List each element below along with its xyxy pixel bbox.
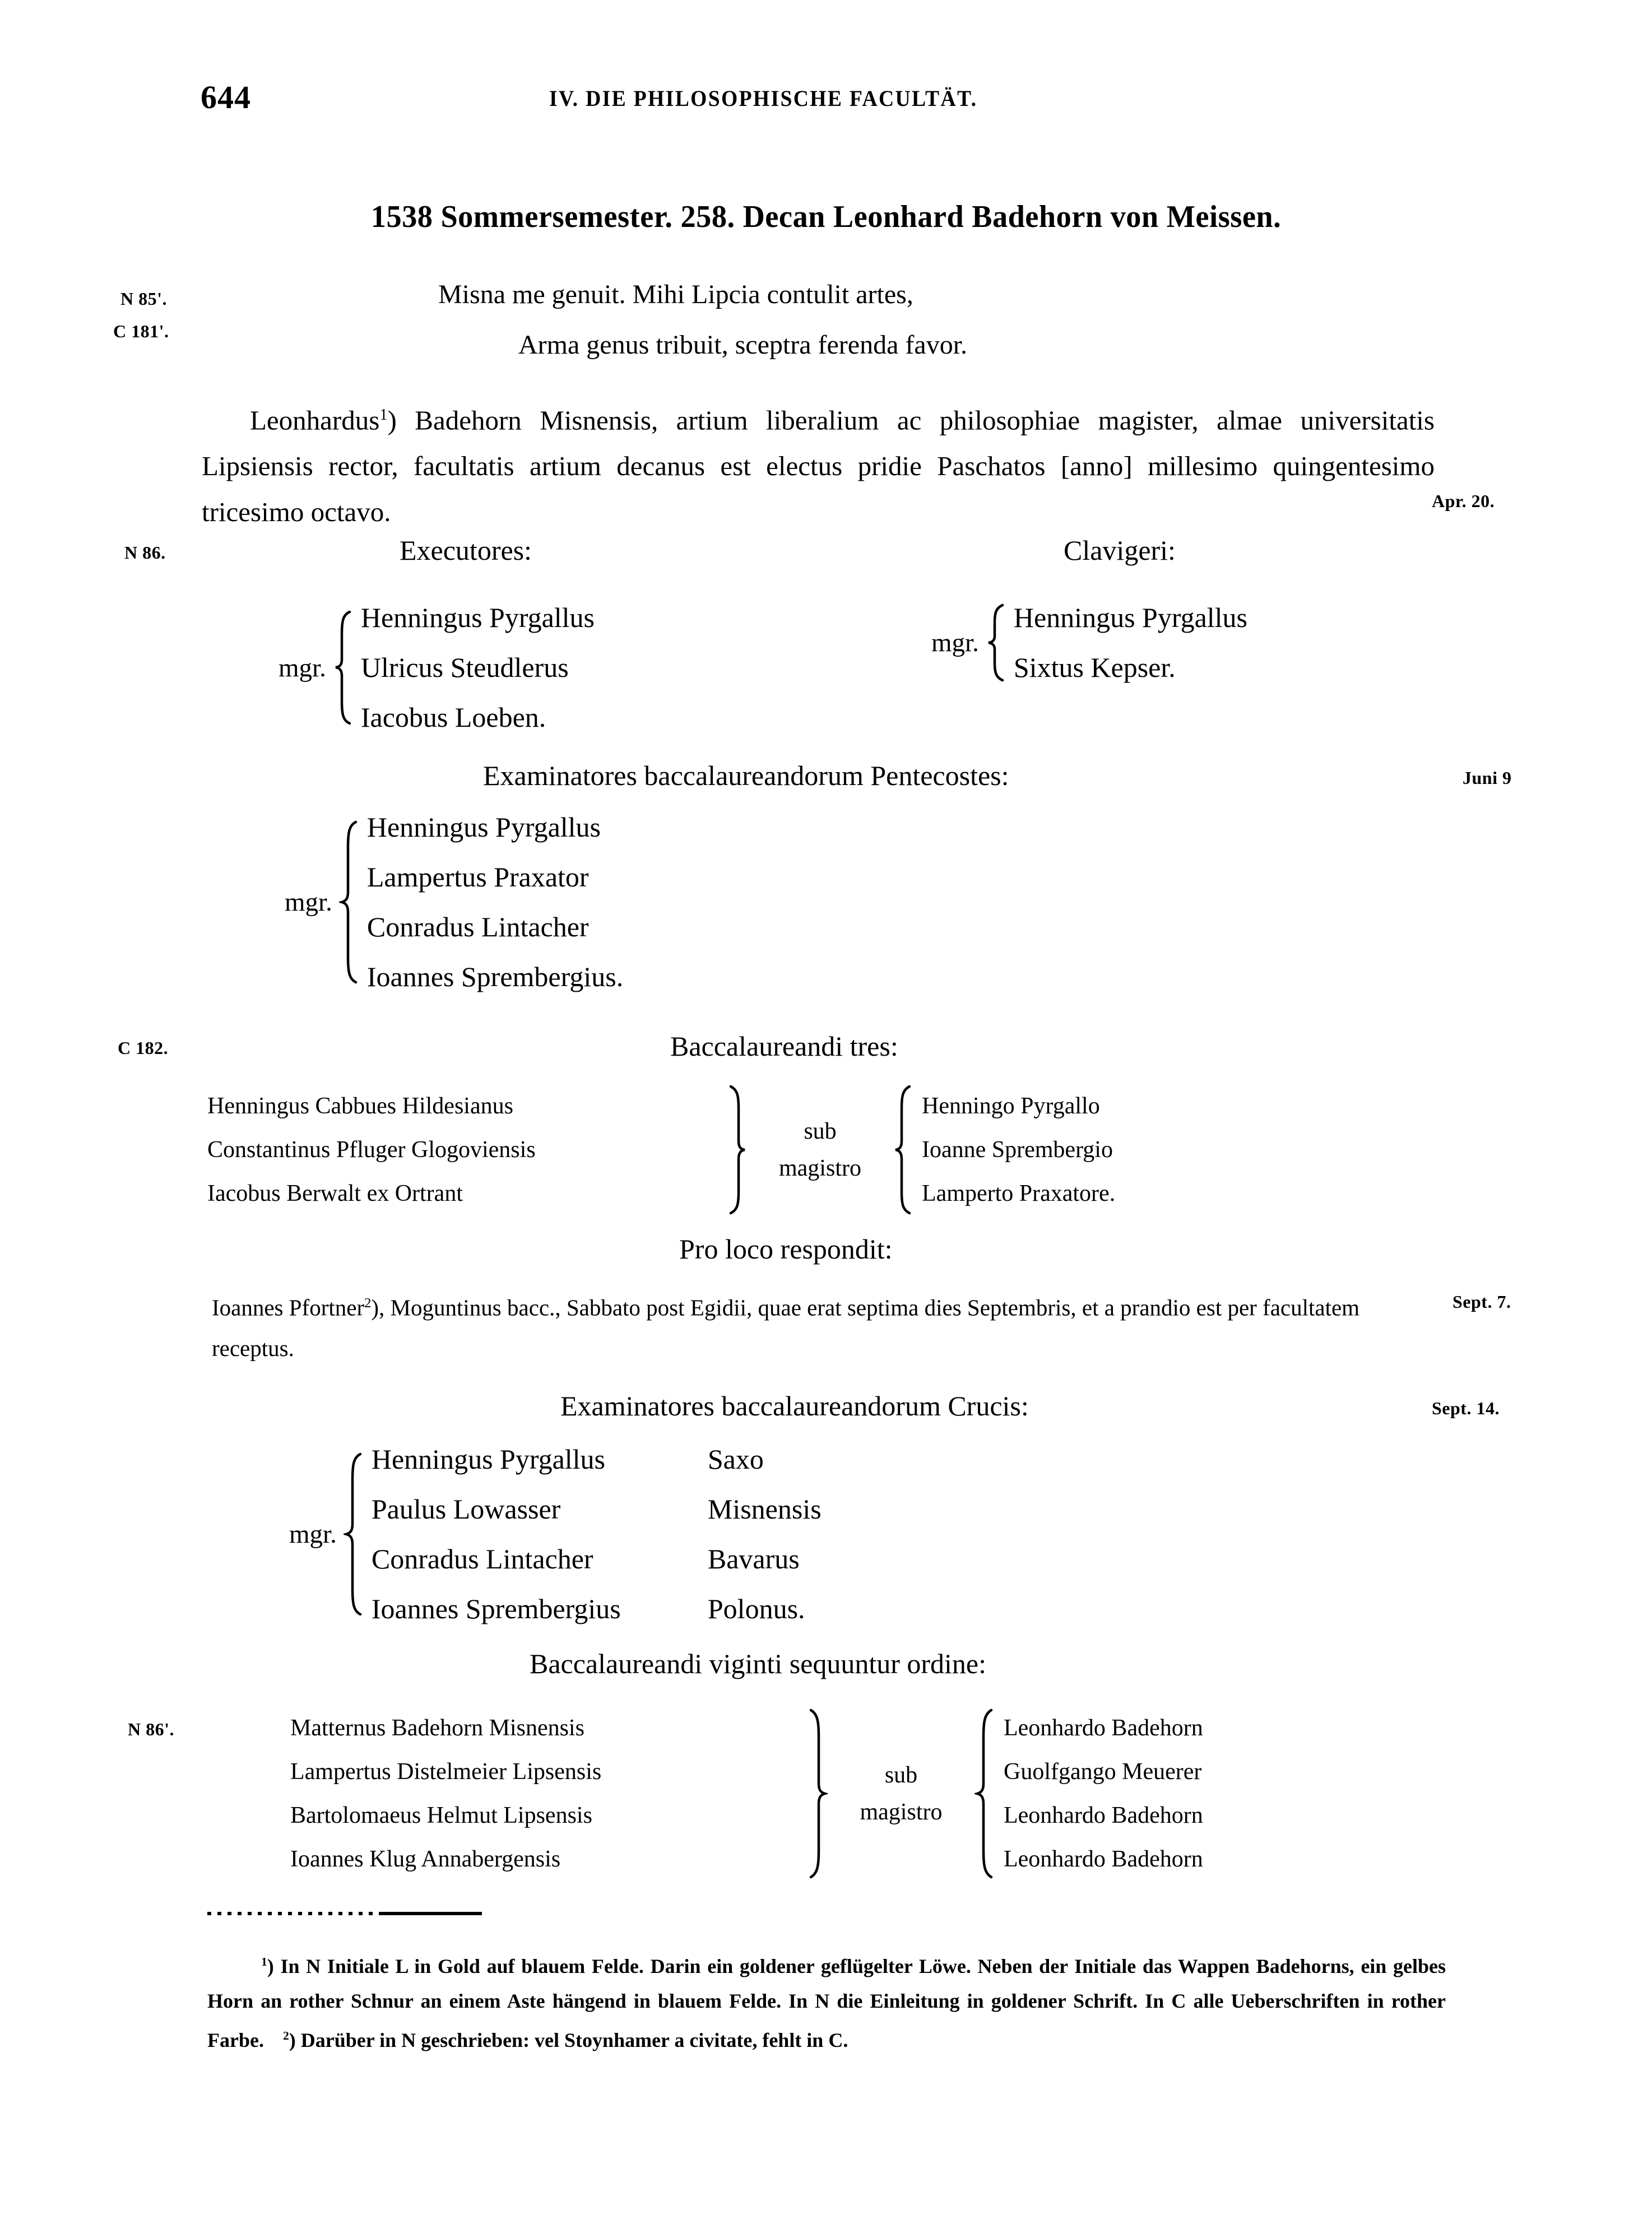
curly-brace-icon — [893, 1085, 912, 1215]
group-baccalaureandi-viginti — [213, 1706, 1203, 1881]
table-row — [372, 1484, 909, 1534]
footnotes-block — [207, 1944, 1446, 2058]
curly-brace-icon — [344, 1452, 363, 1616]
group-examinatores-pentecostes — [285, 802, 623, 1002]
verse-line-2: Arma genus tribuit, sceptra ferenda favor. — [518, 330, 968, 360]
pro-loco-text: ), Moguntinus bacc., Sabbato post Egidii, quae erat septima dies Septembris, et a prandio est per facultatem receptus. — [212, 1294, 1360, 1361]
page-number: 644 — [201, 79, 251, 115]
marginal-note-c182: C 182. — [118, 1038, 169, 1058]
marginal-note-n86b: N 86'. — [128, 1719, 174, 1739]
footnote-text-2: ) Darüber in N geschrieben: vel Stoynhamer a civitate, fehlt in C. — [289, 2029, 848, 2051]
marginal-note-n85: N 85'. — [120, 289, 167, 309]
footnote-marker-2: 2 — [282, 2029, 289, 2042]
list-item: Lampertus Distelmeier Lipsensis — [290, 1759, 602, 1785]
curly-brace-icon — [986, 603, 1005, 682]
right-curly-brace-icon — [728, 1085, 748, 1215]
crucis-name: Paulus Lowasser — [371, 1493, 561, 1525]
running-head-title: IV. DIE PHILOSOPHISCHE FACULTÄT. — [549, 86, 978, 111]
caption-baccalaureandi-tres: Baccalaureandi tres: — [670, 1030, 898, 1062]
crucis-origin: Bavarus — [707, 1543, 800, 1575]
group-examinatores-crucis — [289, 1434, 909, 1634]
table-row — [372, 1584, 909, 1634]
list-item: Guolfgango Meuerer — [1004, 1759, 1202, 1785]
caption-examinatores-crucis: Examinatores baccalaureandorum Crucis: — [560, 1390, 1029, 1422]
marginal-date-juni9: Juni 9 — [1463, 768, 1512, 788]
caption-clavigeri: Clavigeri: — [1064, 535, 1176, 566]
list-item: Leonhardo Badehorn — [1004, 1846, 1203, 1872]
running-head — [0, 78, 1652, 118]
executores-name-list — [352, 593, 595, 742]
list-item: Ioanne Sprembergio — [922, 1137, 1113, 1163]
table-row — [372, 1534, 909, 1584]
section-title: 1538 Sommersemester. 258. Decan Leonhard Badehorn von Meissen. — [370, 199, 1282, 234]
list-item: Iacobus Berwalt ex Ortrant — [207, 1181, 463, 1206]
right-curly-brace-icon — [809, 1708, 828, 1879]
intro-part-1: Leonhardus — [250, 405, 380, 436]
list-item: Henningus Pyrgallus — [1013, 602, 1248, 633]
list-item: Leonhardo Badehorn — [1004, 1715, 1203, 1741]
list-item: Sixtus Kepser. — [1013, 652, 1176, 683]
pro-loco-paragraph — [212, 1283, 1394, 1368]
magistro-word: magistro — [779, 1155, 861, 1181]
marginal-note-n86: N 86. — [124, 542, 166, 563]
viginti-candidate-list — [213, 1706, 809, 1881]
caption-examinatores-pentecostes: Examinatores baccalaureandorum Pentecostes: — [483, 760, 1009, 791]
list-item: Henningus Pyrgallus — [366, 811, 601, 843]
caption-pro-loco: Pro loco respondit: — [679, 1233, 893, 1265]
group-clavigeri — [931, 593, 1247, 693]
table-row — [372, 1434, 909, 1484]
verse-line-1: Misna me genuit. Mihi Lipcia contulit artes, — [438, 280, 913, 309]
footnote-text-1: ) In N Initiale L in Gold auf blauem Felde. Darin ein goldener geflügelter Löwe. Neben der Initiale das Wappen Badehorns, ein gelbes Horn an rother Schnur an einem Aste hängend in blauem Felde. In N die Einleitung in goldener Schrift. In C alle Ueberschriften in rother Farbe. — [207, 1955, 1446, 2051]
list-item: Henningus Pyrgallus — [360, 602, 595, 633]
crucis-origin: Saxo — [707, 1443, 764, 1475]
list-item: Henningus Cabbues Hildesianus — [207, 1093, 513, 1119]
crucis-name-list — [363, 1434, 909, 1634]
crucis-name: Ioannes Sprembergius — [371, 1593, 621, 1624]
pentecostes-mgr-label: mgr. — [285, 888, 332, 917]
intro-part-2: ) Badehorn Misnensis, artium liberalium ac philosophiae magister, almae universitatis Lipsiensis rector, facultatis artium decanus est electus pridie Paschatos [anno] millesimo quingentesimo tricesimo octavo. — [202, 405, 1435, 528]
tres-candidate-list — [207, 1084, 728, 1215]
intro-paragraph — [202, 392, 1435, 535]
footnote-marker-1: 1 — [261, 1955, 267, 1968]
tres-master-list — [912, 1084, 1115, 1215]
crucis-name: Henningus Pyrgallus — [371, 1443, 606, 1475]
list-item: Ulricus Steudlerus — [360, 652, 569, 683]
list-item: Iacobus Loeben. — [360, 702, 546, 733]
group-executores — [279, 593, 595, 742]
list-item: Bartolomaeus Helmut Lipsensis — [290, 1803, 592, 1828]
list-item: Constantinus Pfluger Glogoviensis — [207, 1137, 536, 1163]
footnote-ref-2[interactable]: 2 — [364, 1295, 372, 1311]
crucis-name: Conradus Lintacher — [371, 1543, 593, 1575]
sub-word: sub — [884, 1762, 918, 1788]
list-item: Matternus Badehorn Misnensis — [290, 1715, 584, 1741]
caption-baccalaureandi-viginti: Baccalaureandi viginti sequuntur ordine: — [530, 1648, 987, 1679]
executores-mgr-label: mgr. — [279, 653, 326, 682]
marginal-note-c181: C 181'. — [113, 321, 169, 341]
marginal-date-apr20: Apr. 20. — [1432, 491, 1495, 511]
marginal-date-sept14: Sept. 14. — [1432, 1398, 1500, 1418]
curly-brace-icon — [975, 1708, 994, 1879]
pro-loco-name: Ioannes Pfortner — [212, 1294, 365, 1321]
sub-magistro-label — [748, 1113, 893, 1187]
list-item: Leonhardo Badehorn — [1004, 1803, 1203, 1828]
group-baccalaureandi-tres — [207, 1084, 1115, 1215]
list-item: Lampertus Praxator — [366, 861, 589, 893]
clavigeri-mgr-label: mgr. — [931, 628, 979, 657]
curly-brace-icon — [333, 610, 352, 725]
footnote-separator-rule — [207, 1912, 482, 1915]
list-item: Ioannes Sprembergius. — [366, 961, 624, 992]
curly-brace-icon — [339, 820, 358, 984]
caption-executores: Executores: — [400, 535, 532, 566]
magistro-word: magistro — [860, 1799, 943, 1825]
sub-word: sub — [804, 1118, 837, 1144]
crucis-mgr-label: mgr. — [289, 1520, 337, 1549]
footnote-paragraph — [207, 1944, 1446, 2058]
marginal-date-sept7: Sept. 7. — [1453, 1292, 1511, 1312]
crucis-origin: Misnensis — [707, 1493, 822, 1525]
footnote-ref-1[interactable]: 1 — [379, 406, 388, 424]
crucis-origin: Polonus. — [707, 1593, 805, 1624]
list-item: Conradus Lintacher — [366, 911, 589, 942]
list-item: Lamperto Praxatore. — [922, 1181, 1116, 1206]
sub-magistro-label — [828, 1757, 975, 1831]
list-item: Ioannes Klug Annabergensis — [290, 1846, 561, 1872]
pentecostes-name-list — [358, 802, 623, 1002]
clavigeri-name-list — [1005, 593, 1247, 693]
list-item: Henningo Pyrgallo — [922, 1093, 1100, 1119]
viginti-master-list — [994, 1706, 1203, 1881]
